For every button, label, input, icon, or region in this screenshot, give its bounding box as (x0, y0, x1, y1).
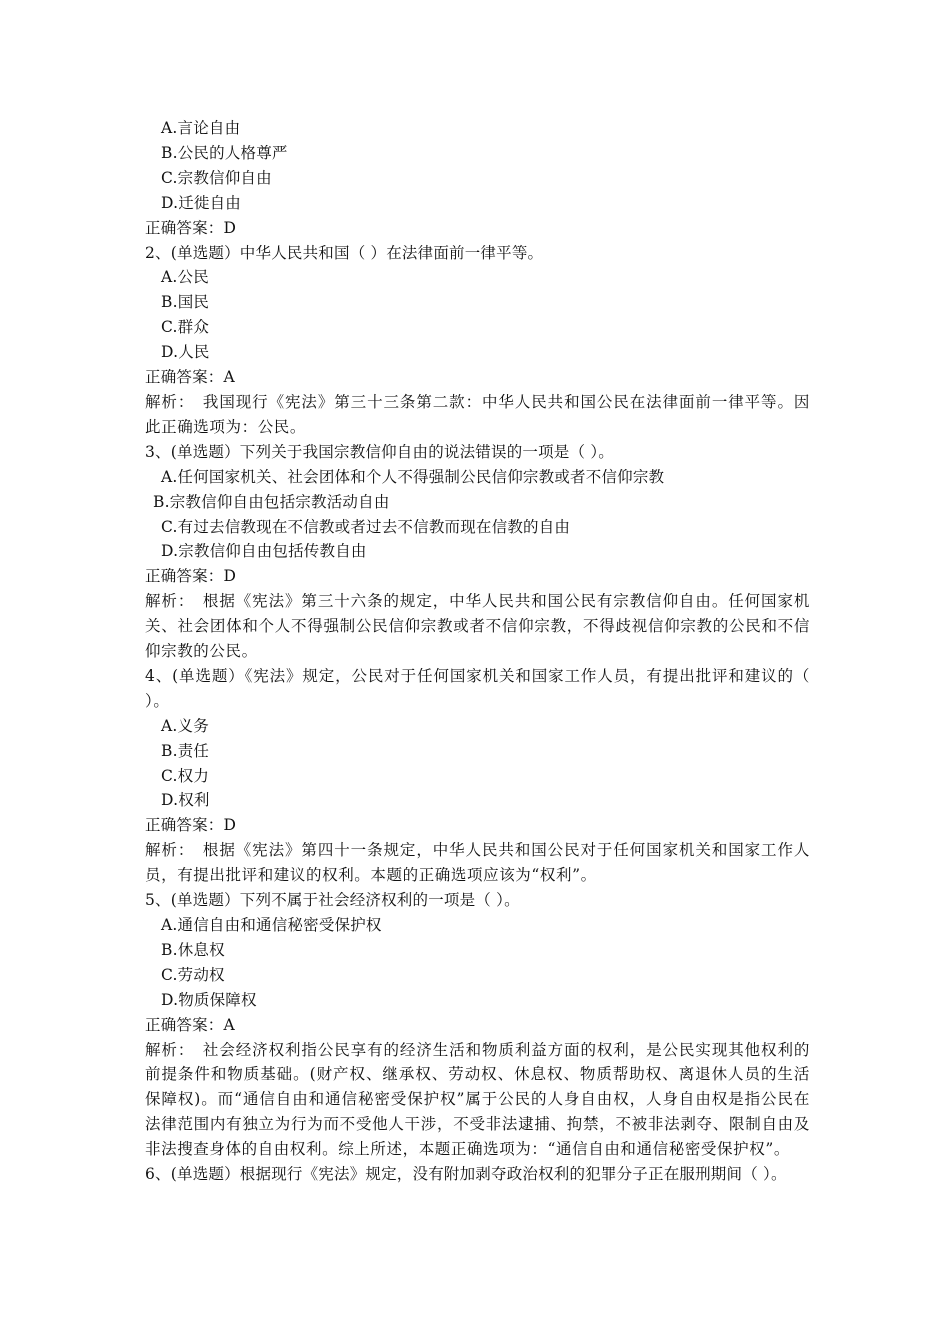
option-d: D.迁徙自由 (161, 193, 242, 212)
option-c: C.群众 (161, 318, 210, 337)
option-a: A.任何国家机关、社会团体和个人不得强制公民信仰宗教或者不信仰宗教 (161, 467, 665, 486)
question-text: 4、(单选题）《宪法》规定，公民对于任何国家机关和国家工作人员，有提出批评和建议的（ ）。 (145, 666, 810, 710)
option-c: C.宗教信仰自由 (161, 168, 272, 187)
analysis-paragraph: 解析： 我国现行《宪法》第三十三条第二款：中华人民共和国公民在法律面前一律平等。因此正确选项为：公民。 (145, 392, 810, 436)
option-a: A.公民 (161, 268, 209, 287)
option-a: A.通信自由和通信秘密受保护权 (161, 916, 382, 934)
analysis-paragraph: 解析： 社会经济权利指公民享有的经济生活和物质利益方面的权利，是公民实现其他权利的前提条件和物质基础。(财产权、继承权、劳动权、休息权、物质帮助权、离退休人员的生活保障权)。而“通信自由和通信秘密受保护权”属于公民的人身自由权，人身自由权是指公民在法律范围内有独立为行为而不受他人干涉，不受非法逮捕、拘禁，不被非法剥夺、限制自由及非法搜查身体的自由权利。综上所述，本题正确选项为：“通信自由和通信秘密受保护权”。 (145, 1040, 810, 1159)
option-d: D.人民 (161, 343, 210, 362)
option-c: C.劳动权 (161, 965, 225, 984)
answer-line: 正确答案：A (145, 368, 235, 387)
option-d: D.宗教信仰自由包括传教自由 (161, 542, 367, 561)
answer-line: 正确答案：D (145, 816, 237, 835)
option-d: D.权利 (161, 791, 210, 810)
document-content (145, 116, 810, 1187)
answer-line: 正确答案：A (145, 1015, 235, 1034)
answer-line: 正确答案：D (145, 218, 237, 237)
option-b: B.宗教信仰自由包括宗教活动自由 (153, 492, 390, 511)
option-c: C.权力 (161, 766, 210, 785)
option-d: D.物质保障权 (161, 990, 257, 1009)
question-block-1 (145, 116, 810, 241)
question-block-5 (145, 888, 810, 1162)
option-b: B.责任 (161, 741, 210, 760)
analysis-paragraph: 解析： 根据《宪法》第四十一条规定，中华人民共和国公民对于任何国家机关和国家工作人员，有提出批评和建议的权利。本题的正确选项应该为“权利”。 (145, 841, 810, 885)
question-text: 6、(单选题）根据现行《宪法》规定，没有附加剥夺政治权利的犯罪分子正在服刑期间（ ）。 (145, 1165, 787, 1184)
option-a: A.言论自由 (161, 119, 241, 137)
option-b: B.国民 (161, 293, 210, 312)
question-block-3 (145, 440, 810, 664)
analysis-paragraph: 解析： 根据《宪法》第三十六条的规定，中华人民共和国公民有宗教信仰自由。任何国家机关、社会团体和个人不得强制公民信仰宗教或者不信仰宗教，不得歧视信仰宗教的公民和不信仰宗教的公民。 (145, 592, 810, 661)
question-text: 3、(单选题）下列关于我国宗教信仰自由的说法错误的一项是（ ）。 (145, 442, 614, 461)
question-block-6 (145, 1162, 810, 1187)
option-c: C.有过去信教现在不信教或者过去不信教而现在信教的自由 (161, 517, 571, 536)
option-b: B.休息权 (161, 940, 225, 959)
option-a: A.义务 (161, 716, 209, 735)
question-block-2 (145, 241, 810, 440)
question-text: 2、(单选题）中华人民共和国（ ）在法律面前一律平等。 (145, 243, 544, 262)
answer-line: 正确答案：D (145, 567, 237, 586)
option-b: B.公民的人格尊严 (161, 143, 288, 162)
question-text: 5、(单选题）下列不属于社会经济权利的一项是（ ）。 (145, 891, 520, 910)
question-block-4 (145, 664, 810, 888)
